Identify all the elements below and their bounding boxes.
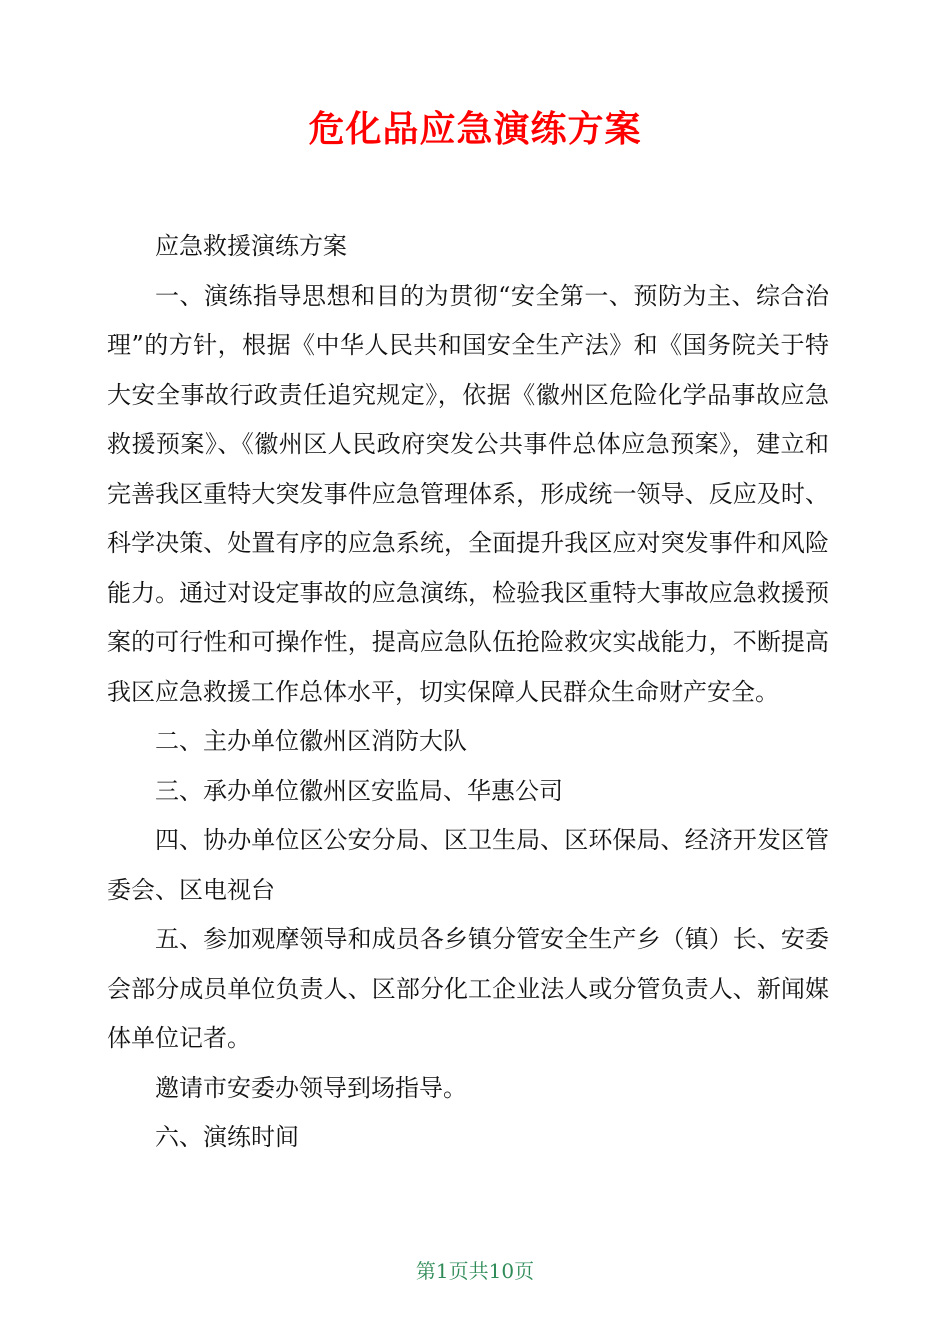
page-number-footer: 第1页共10页 [415, 1259, 535, 1283]
document-body [107, 222, 829, 1163]
document-title: 危化品应急演练方案 [308, 109, 642, 150]
paragraph-co-organizer: 四、协办单位区公安分局、区卫生局、区环保局、经济开发区管委会、区电视台 [107, 826, 829, 904]
paragraph-organizer: 三、承办单位徽州区安监局、华惠公司 [155, 776, 563, 805]
paragraph-observers: 五、参加观摩领导和成员各乡镇分管安全生产乡（镇）长、安委会部分成员单位负责人、区部分化工企业法人或分管负责人、新闻媒体单位记者。 [107, 925, 829, 1052]
paragraph-host: 二、主办单位徽州区消防大队 [155, 727, 467, 755]
paragraph-purpose: 一、演练指导思想和目的为贯彻“安全第一、预防为主、综合治理”的方针，根据《中华人民共和国安全生产法》和《国务院关于特大安全事故行政责任追究规定》，依据《徽州区危险化学品事故应急救援预案》、《徽州区人民政府突发公共事件总体应急预案》，建立和完善我区重特大突发事件应急管理体系，形成统一领导、反应及时、科学决策、处置有序的应急系统，全面提升我区应对突发事件和风险能力。通过对设定事故的应急演练，检验我区重特大事故应急救援预案的可行性和可操作性，提高应急队伍抢险救灾实战能力，不断提高我区应急救援工作总体水平，切实保障人民群众生命财产安全。 [107, 281, 829, 706]
paragraph-time: 六、演练时间 [155, 1123, 299, 1151]
paragraph-heading: 应急救援演练方案 [155, 232, 347, 260]
paragraph-invitation: 邀请市安委办领导到场指导。 [155, 1073, 467, 1102]
